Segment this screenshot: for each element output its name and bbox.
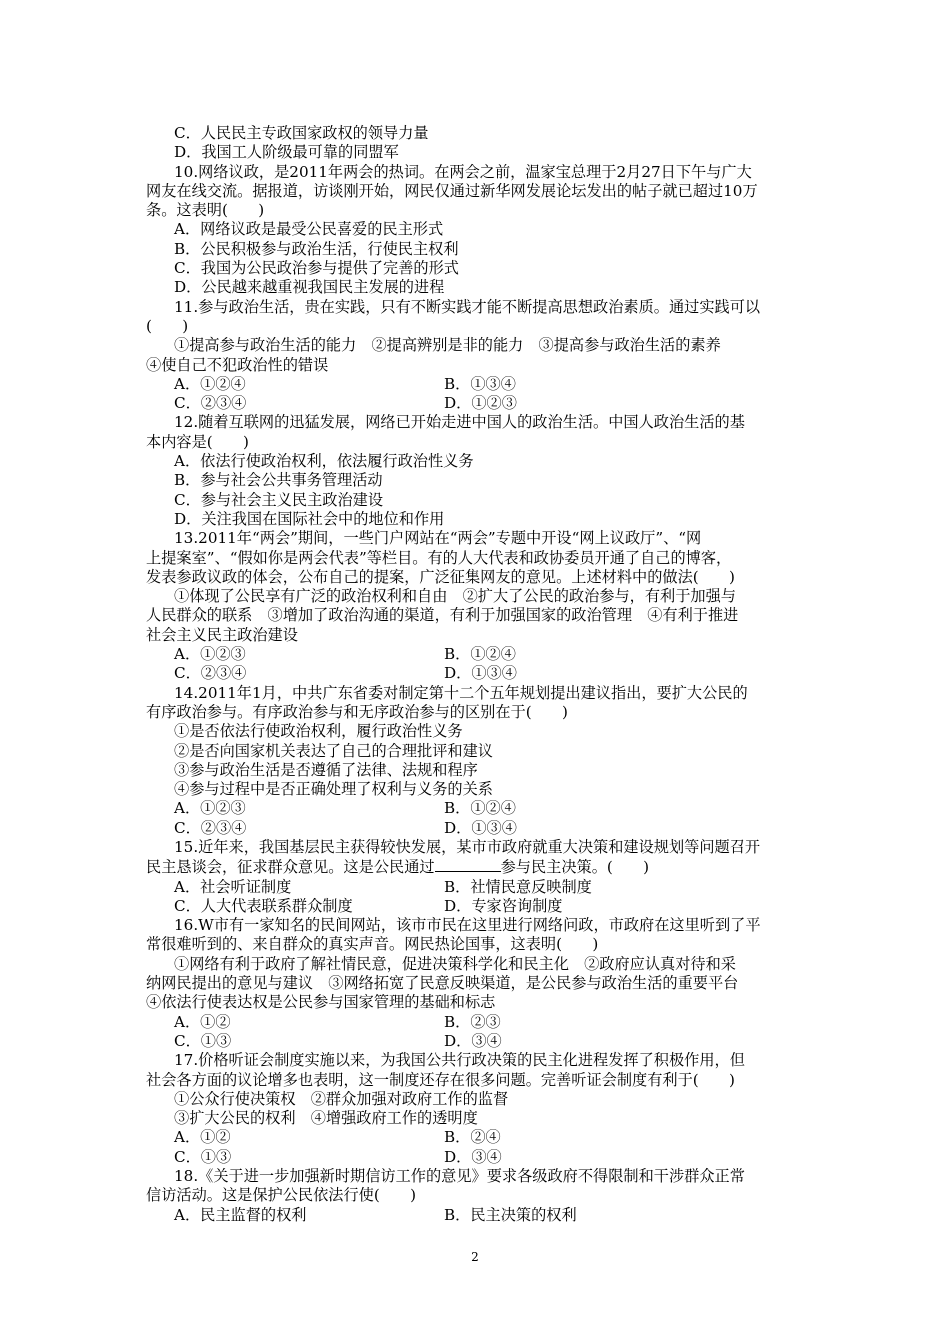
- option-a: A．①②: [174, 1012, 231, 1031]
- page-number: 2: [471, 1250, 479, 1264]
- question-stem: 12.随着互联网的迅猛发展，网络已开始走进中国人的政治生活。中国人政治生活的基: [174, 413, 745, 432]
- stem-text: 参与民主决策。( ): [500, 858, 650, 877]
- option-a: A．民主监督的权利: [174, 1205, 307, 1224]
- option-b: B．参与社会公共事务管理活动: [174, 471, 383, 490]
- option-b: B．公民积极参与政治生活，行使民主权利: [174, 239, 459, 258]
- statement-items: 纳网民提出的意见与建议 ③网络拓宽了民意反映渠道，是公民参与政治生活的重要平台: [146, 974, 739, 993]
- option-row: [146, 375, 806, 394]
- option-d: D．关注我国在国际社会中的地位和作用: [174, 509, 445, 528]
- option-c: C．人大代表联系群众制度: [174, 896, 353, 915]
- option-row: [146, 878, 806, 897]
- option-row: [146, 394, 806, 413]
- option-row: [146, 1013, 806, 1032]
- statement-items: ④依法行使表达权是公民参与国家管理的基础和标志: [146, 993, 496, 1012]
- question-stem: 本内容是( ): [146, 432, 249, 451]
- option-b: B．民主决策的权利: [444, 1205, 577, 1224]
- option-a: A．网络议政是最受公民喜爱的民主形式: [174, 220, 444, 239]
- option-c: C．②③④: [174, 394, 247, 413]
- statement-items: ①体现了公民享有广泛的政治权利和自由 ②扩大了公民的政治参与，有利于加强与: [174, 587, 736, 606]
- option-a: A．社会听证制度: [174, 877, 292, 896]
- option-c: C．参与社会主义民主政治建设: [174, 490, 384, 509]
- question-stem: 18.《关于进一步加强新时期信访工作的意见》要求各级政府不得限制和干涉群众正常: [174, 1167, 745, 1186]
- option-row: [146, 645, 806, 664]
- option-row: [146, 1148, 806, 1167]
- option-row: [146, 1032, 806, 1051]
- option-c: C．我国为公民政治参与提供了完善的形式: [174, 259, 459, 278]
- option-d: D．公民越来越重视我国民主发展的进程: [174, 278, 445, 297]
- statement-items: ④使自己不犯政治性的错误: [146, 355, 329, 374]
- option-row: [146, 1206, 806, 1225]
- option-c: C．②③④: [174, 664, 247, 683]
- question-stem: 10.网络议政，是2011年两会的热词。在两会之前，温家宝总理于2月27日下午与广大: [174, 162, 752, 181]
- statement-item: ④参与过程中是否正确处理了权利与义务的关系: [174, 780, 493, 799]
- option-d: D．③④: [444, 1031, 502, 1050]
- statement-items: 社会主义民主政治建设: [146, 625, 298, 644]
- option-a: A．①②③: [174, 645, 246, 664]
- option-a: A．①②④: [174, 374, 246, 393]
- option-b: B．②④: [444, 1128, 501, 1147]
- stem-text: 民主恳谈会，征求群众意见。这是公民通过: [146, 858, 435, 877]
- option-b: B．②③: [444, 1012, 501, 1031]
- question-stem: 发表参政议政的体会，公布自己的提案，广泛征集网友的意见。上述材料中的做法( ): [146, 567, 735, 586]
- question-15: [146, 838, 806, 916]
- option-d: D．①②③: [444, 394, 517, 413]
- question-18: [146, 1167, 806, 1225]
- option-d: D．专家咨询制度: [444, 896, 563, 915]
- option-c: C．②③④: [174, 818, 247, 837]
- question-stem: 网友在线交流。据报道，访谈刚开始，网民仅通过新华网发展论坛发出的帖子就已超过10万: [146, 181, 758, 200]
- question-stem: [146, 857, 806, 877]
- option-row: [146, 819, 806, 838]
- option-b: B．①②④: [444, 645, 516, 664]
- option-a: A．依法行使政治权利，依法履行政治性义务: [174, 452, 474, 471]
- statement-item: ②是否向国家机关表达了自己的合理批评和建议: [174, 741, 493, 760]
- question-stem: 上提案室”、“假如你是两会代表”等栏目。有的人大代表和政协委员开通了自己的博客，: [146, 548, 732, 567]
- question-stem: 15.近年来，我国基层民主获得较快发展，某市市政府就重大决策和建设规划等问题召开: [174, 837, 761, 856]
- option-row: [146, 799, 806, 818]
- option-row: [146, 664, 806, 683]
- statement-items: 人民群众的联系 ③增加了政治沟通的渠道，有利于加强国家的政治管理 ④有利于推进: [146, 606, 739, 625]
- statement-item: ③参与政治生活是否遵循了法律、法规和程序: [174, 760, 478, 779]
- statement-items: ③扩大公民的权利 ④增强政府工作的透明度: [174, 1109, 478, 1128]
- option-d: D．①③④: [444, 818, 517, 837]
- option-c: C．①③: [174, 1031, 232, 1050]
- question-stem: 有序政治参与。有序政治参与和无序政治参与的区别在于( ): [146, 702, 568, 721]
- option-b: B．①②④: [444, 799, 516, 818]
- question-stem: 17.价格听证会制度实施以来，为我国公共行政决策的民主化进程发挥了积极作用，但: [174, 1051, 745, 1070]
- statement-items: ①公众行使决策权 ②群众加强对政府工作的监督: [174, 1089, 509, 1108]
- option-c: C．①③: [174, 1147, 232, 1166]
- option-b: B．社情民意反映制度: [444, 877, 592, 896]
- statement-items: ①网络有利于政府了解社情民意，促进决策科学化和民主化 ②政府应认真对待和采: [174, 954, 736, 973]
- q9-option-c: C．人民民主专政国家政权的领导力量: [174, 124, 429, 142]
- question-stem: 信访活动。这是保护公民依法行使( ): [146, 1186, 417, 1205]
- question-stem: 14.2011年1月，中共广东省委对制定第十二个五年规划提出建议指出，要扩大公民的: [174, 683, 748, 702]
- question-14: [146, 684, 806, 838]
- option-d: D．③④: [444, 1147, 502, 1166]
- option-row: [146, 897, 806, 916]
- option-b: B．①③④: [444, 374, 516, 393]
- option-d: D．①③④: [444, 664, 517, 683]
- option-a: A．①②③: [174, 799, 246, 818]
- question-11: [146, 298, 806, 414]
- question-stem: 16.W市有一家知名的民间网站，该市市民在这里进行网络问政，市政府在这里听到了平: [174, 916, 761, 935]
- question-stem: 13.2011年“两会”期间，一些门户网站在“两会”专题中开设“网上议政厅”、“网: [174, 529, 702, 548]
- question-17: [146, 1051, 806, 1167]
- q9-option-d: D．我国工人阶级最可靠的同盟军: [174, 143, 399, 162]
- statement-items: ①提高参与政治生活的能力 ②提高辨别是非的能力 ③提高参与政治生活的素养: [174, 336, 721, 355]
- question-12: [146, 413, 806, 529]
- document-body: [146, 124, 806, 1225]
- question-stem: ( ): [146, 316, 189, 335]
- statement-item: ①是否依法行使政治权利，履行政治性义务: [174, 722, 463, 741]
- question-stem: 常很难听到的、来自群众的真实声音。网民热论国事，这表明( ): [146, 935, 599, 954]
- option-a: A．①②: [174, 1128, 231, 1147]
- question-10: [146, 163, 806, 298]
- option-row: [146, 1128, 806, 1147]
- question-13: [146, 529, 806, 683]
- question-stem: 11.参与政治生活，贵在实践，只有不断实践才能不断提高思想政治素质。通过实践可以: [174, 297, 761, 316]
- question-16: [146, 916, 806, 1051]
- question-stem: 条。这表明( ): [146, 201, 265, 220]
- fill-blank: [435, 857, 501, 872]
- question-stem: 社会各方面的议论增多也表明，这一制度还存在很多问题。完善听证会制度有利于( ): [146, 1070, 735, 1089]
